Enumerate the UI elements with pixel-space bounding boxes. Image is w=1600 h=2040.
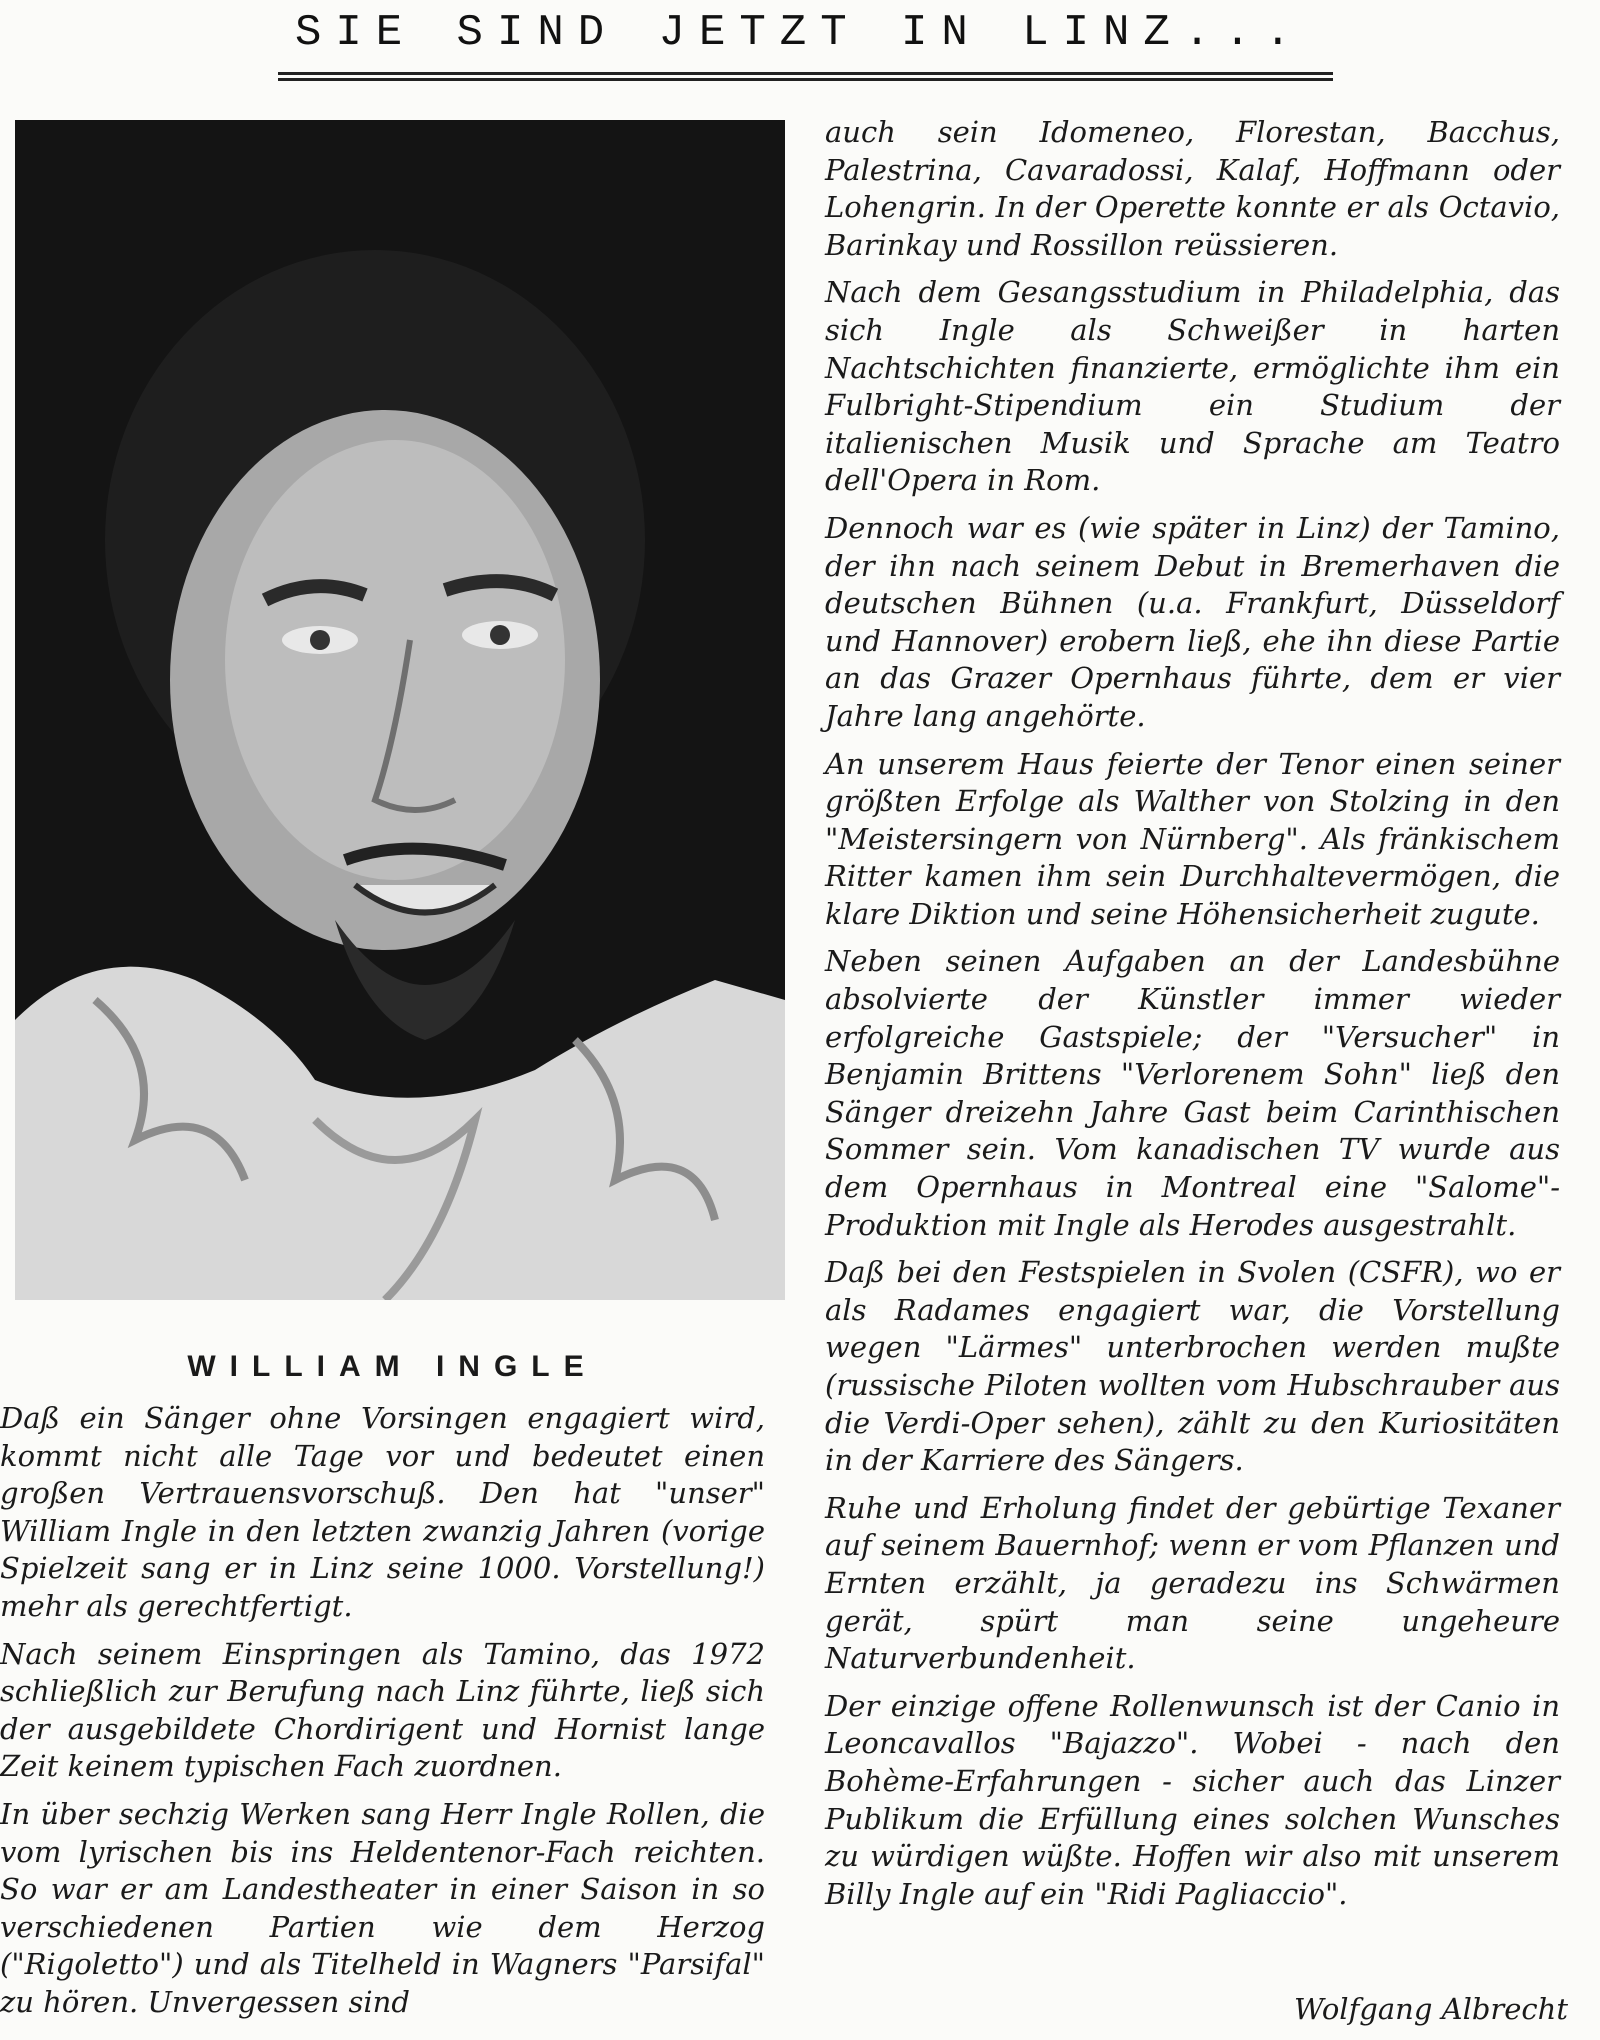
left-column-text <box>0 1400 765 2032</box>
paragraph: Neben seinen Aufgaben an der Landesbühne absolvierte der Künstler immer wieder erfolgreiche Gastspiele; der "Versucher" in Benjamin Brittens "Verlorenem Sohn" ließ den Sänger dreizehn Jahre Gast beim Carinthischen Sommer sein. Vom kanadischen TV wurde aus dem Opernhaus in Montreal eine "Salome"-Produktion mit Ingle als Herodes ausgestrahlt. <box>825 944 1560 1242</box>
paragraph: Nach dem Gesangsstudium in Philadelphia, das sich Ingle als Schweißer in harten Nachtschichten finanzierte, ermöglichte ihm ein Fulbright-Stipendium ein Studium der italienischen Musik und Sprache am Teatro dell'Opera in Rom. <box>825 275 1560 498</box>
paragraph: Ruhe und Erholung findet der gebürtige Texaner auf seinem Bauernhof; wenn er vom Pflanzen und Ernten erzählt, ja geradezu ins Schwärmen gerät, spürt man seine ungeheure Naturverbundenheit. <box>825 1490 1560 1676</box>
paragraph: An unserem Haus feierte der Tenor einen seiner größten Erfolge als Walther von Stolzing in den "Meistersingern von Nürnberg". Als fränkischem Ritter kamen ihm sein Durchhaltevermögen, die klare Diktion und seine Höhensicherheit zugute. <box>825 746 1560 931</box>
paragraph: Nach seinem Einspringen als Tamino, das 1972 schließlich zur Berufung nach Linz führte, ließ sich der ausgebildete Chordirigent und Hornist lange Zeit keinem typischen Fach zuordnen. <box>0 1636 765 1784</box>
paragraph: Daß ein Sänger ohne Vorsingen engagiert wird, kommt nicht alle Tage vor und bedeutet einen großen Vertrauensvorschuß. Den hat "unser" William Ingle in den letzten zwanzig Jahren (vorige Spielzeit sang er in Linz seine 1000. Vorstellung!) mehr als gerechtfertigt. <box>0 1401 765 1623</box>
paragraph: auch sein Idomeneo, Florestan, Bacchus, Palestrina, Cavaradossi, Kalaf, Hoffmann oder Lohengrin. In der Operette konnte er als Octavio, Barinkay und Rossillon reüssieren. <box>825 115 1560 262</box>
right-column-text <box>825 114 1560 1923</box>
portrait-illustration <box>15 120 785 1300</box>
page-title: SIE SIND JETZT IN LINZ... <box>294 8 1306 58</box>
title-underline-second <box>278 78 1333 81</box>
author-signature: Wolfgang Albrecht <box>1294 1992 1568 2026</box>
title-underline <box>278 72 1333 75</box>
portrait-photo <box>15 120 785 1300</box>
paragraph: Der einzige offene Rollenwunsch ist der Canio in Leoncavallos "Bajazzo". Wobei - nach den Bohème-Erfahrungen - sicher auch das Linzer Publikum die Erfüllung eines solchen Wunsches zu würdigen wüßte. Hoffen wir also mit unserem Billy Ingle auf ein "Ridi Pagliaccio". <box>825 1688 1560 1911</box>
paragraph: In über sechzig Werken sang Herr Ingle Rollen, die vom lyrischen bis ins Heldentenor-Fach reichten. So war er am Landestheater in einer Saison in so verschiedenen Partien wie dem Herzog ("Rigoletto") und als Titelheld in Wagners "Parsifal" zu hören. Unvergessen sind <box>0 1796 765 2019</box>
photo-caption: WILLIAM INGLE <box>187 1350 598 1383</box>
paragraph: Daß bei den Festspielen in Svolen (CSFR), wo er als Radames engagiert war, die Vorstellung wegen "Lärmes" unterbrochen werden mußte (russische Piloten wollten vom Hubschrauber aus die Verdi-Oper sehen), zählt zu den Kuriositäten in der Karriere des Sängers. <box>825 1255 1560 1478</box>
paragraph: Dennoch war es (wie später in Linz) der Tamino, der ihn nach seinem Debut in Bremerhaven die deutschen Bühnen (u.a. Frankfurt, Düsseldorf und Hannover) erobern ließ, ehe ihn diese Partie an das Grazer Opernhaus führte, dem er vier Jahre lang angehörte. <box>825 510 1560 733</box>
